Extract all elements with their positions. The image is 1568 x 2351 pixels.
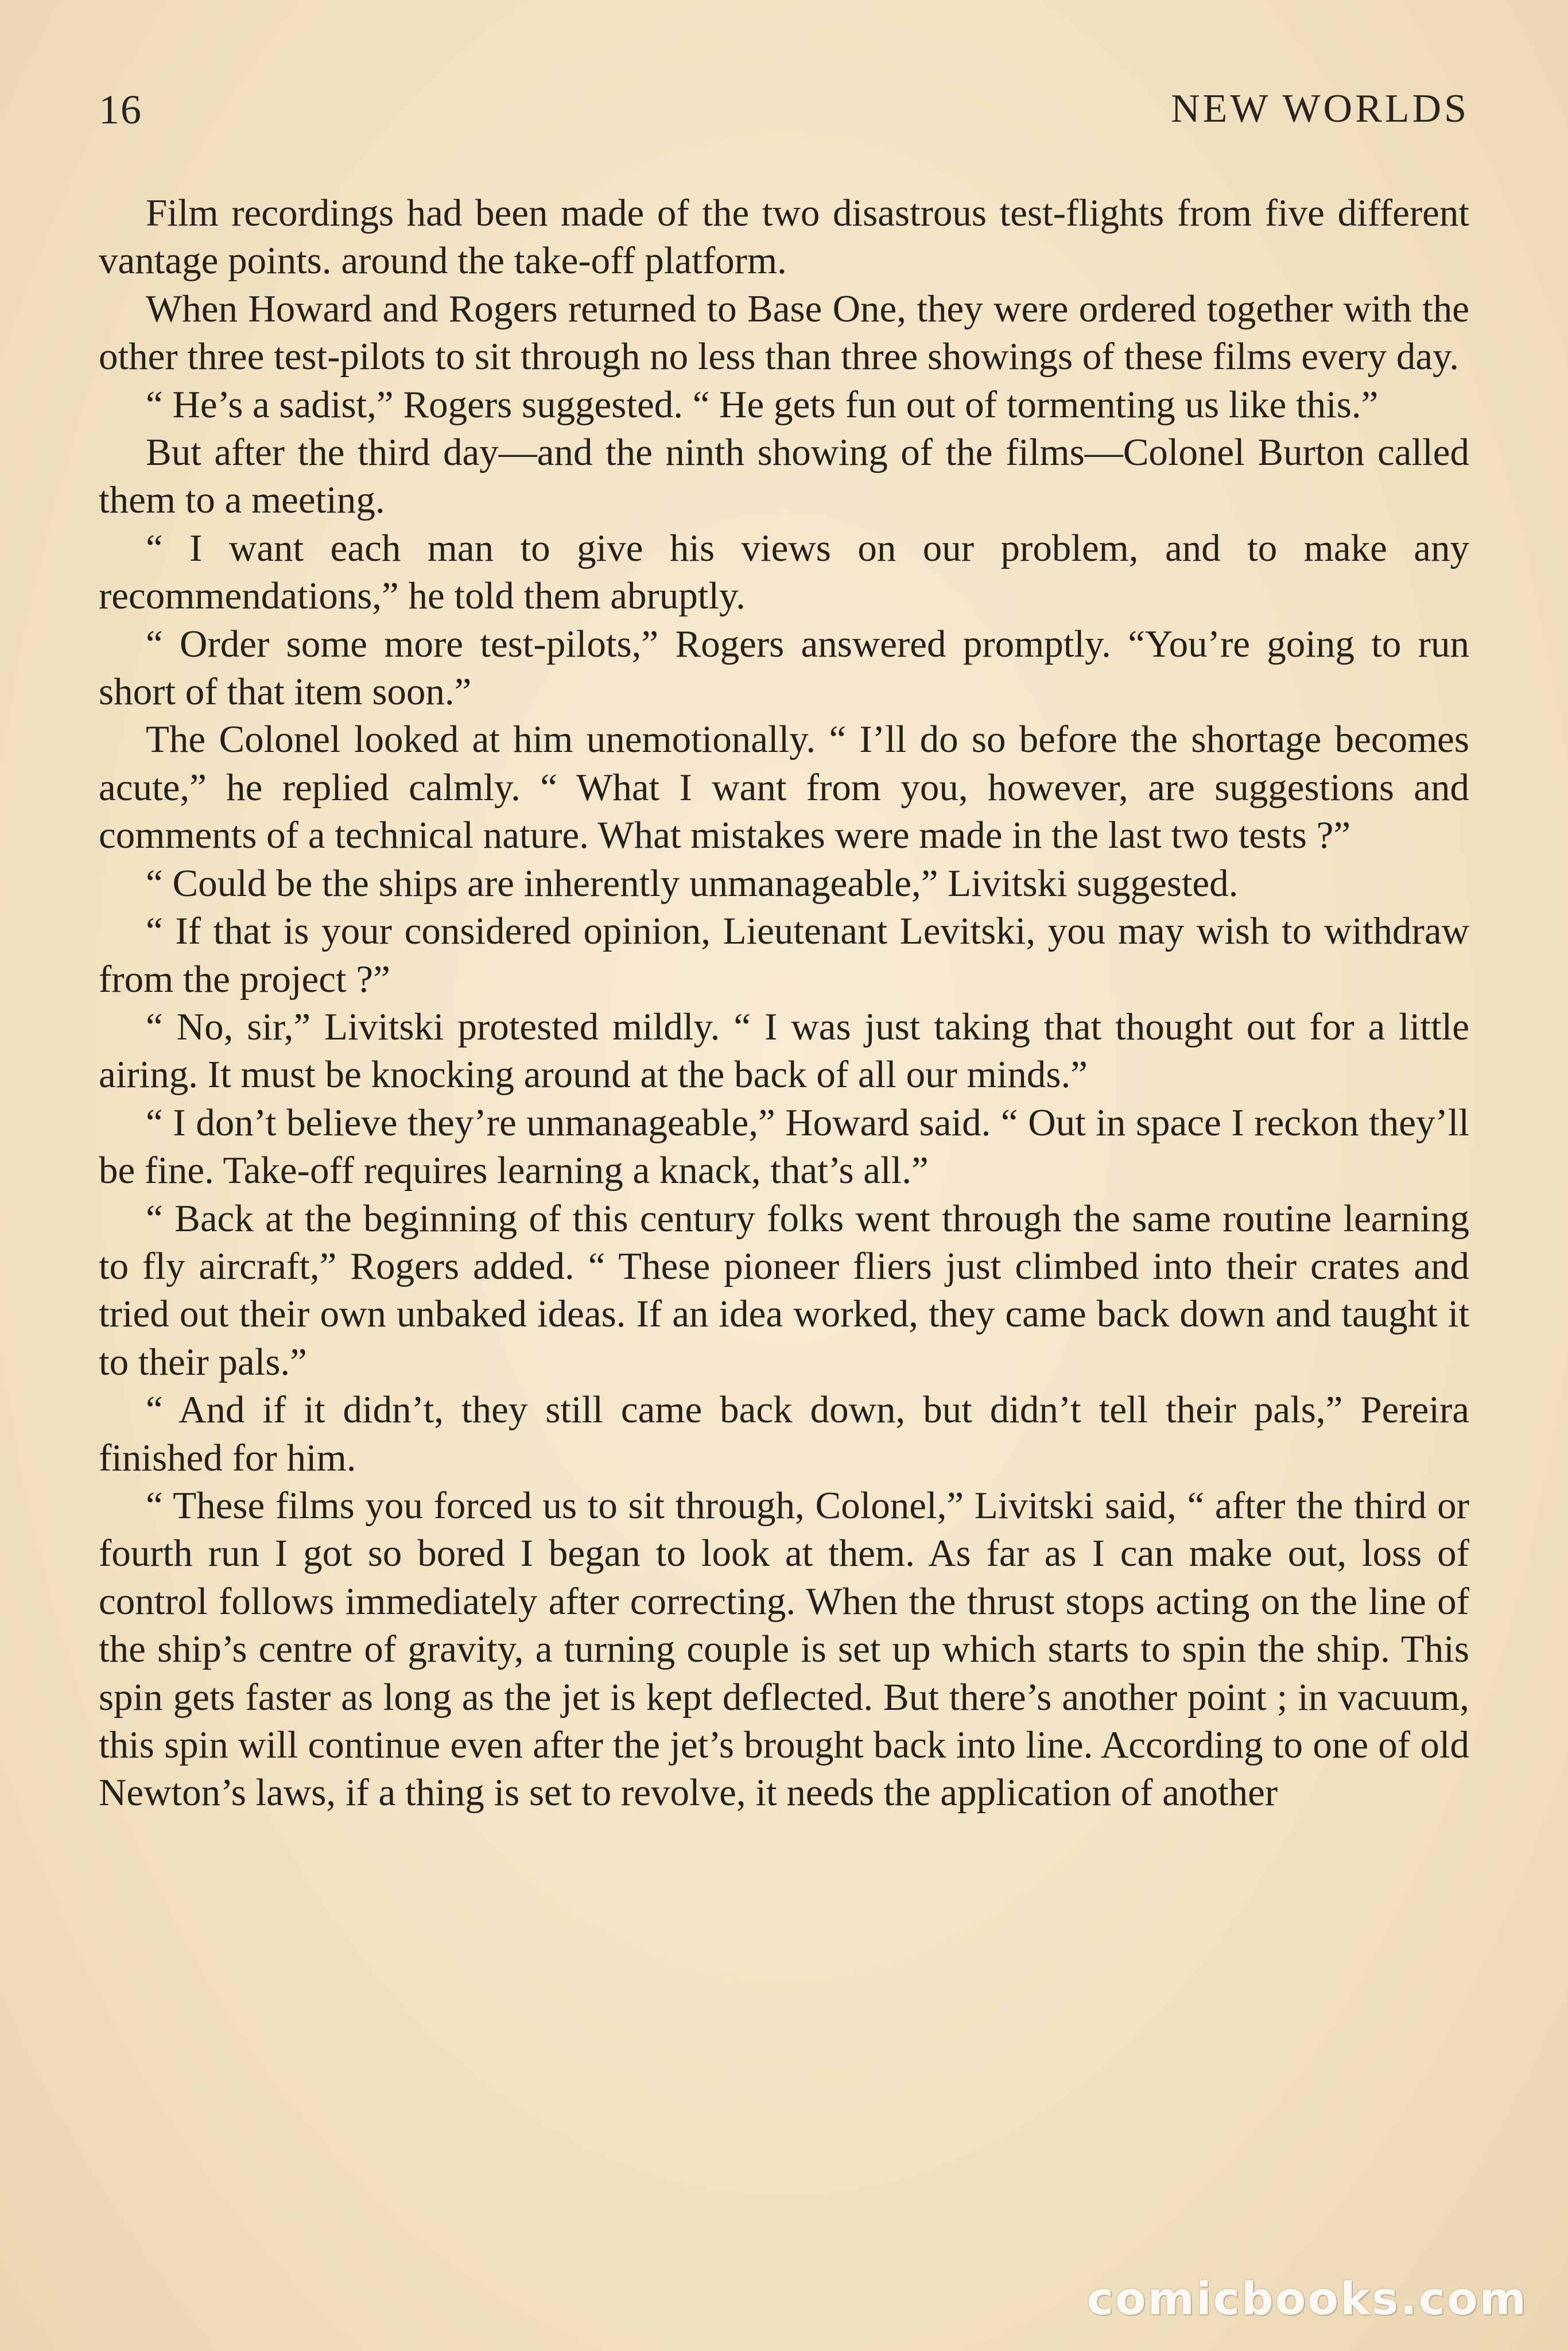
paragraph: But after the third day—and the ninth showing of the films—Colonel Burton called them to a meeting. <box>99 431 1469 522</box>
paragraph: “ No, sir,” Livitski protested mildly. “ I was just taking that thought out for a little airing. It must be knocking around at the back of all our minds.” <box>99 1005 1469 1096</box>
watermark: comicbooks.com <box>1086 2274 1528 2325</box>
paragraph: “ Order some more test-pilots,” Rogers answered promptly. “You’re going to run short of that item soon.” <box>99 622 1469 713</box>
body-text <box>99 189 1469 1817</box>
paragraph: “ Could be the ships are inherently unmanageable,” Livitski suggested. <box>146 862 1239 905</box>
page-number: 16 <box>99 87 142 133</box>
paragraph: “ He’s a sadist,” Rogers suggested. “ He gets fun out of tormenting us like this.” <box>146 383 1379 426</box>
paragraph: “ Back at the beginning of this century folks went through the same routine learning to fly aircraft,” Rogers added. “ These pioneer fliers just climbed into their crates and tried out their own unbaked ideas. If an idea worked, they came back down and taught it to their pals.” <box>99 1197 1469 1383</box>
page-header <box>99 86 1469 149</box>
paragraph: “ I don’t believe they’re unmanageable,” Howard said. “ Out in space I reckon they’ll be fine. Take-off requires learning a knack, that’s all.” <box>99 1101 1469 1192</box>
paragraph: “ And if it didn’t, they still came back down, but didn’t tell their pals,” Pereira finished for him. <box>99 1388 1469 1479</box>
paragraph: “ These films you forced us to sit through, Colonel,” Livitski said, “ after the third or fourth run I got so bored I began to look at them. As far as I can make out, loss of control follows immediately after correcting. When the thrust stops acting on the line of the ship’s centre of gravity, a turning couple is set up which starts to spin the ship. This spin gets faster as long as the jet is kept deflected. But there’s another point ; in vacuum, this spin will continue even after the jet’s brought back into line. According to one of old Newton’s laws, if a thing is set to revolve, it needs the application of another <box>99 1484 1469 1814</box>
paragraph: The Colonel looked at him unemotionally. “ I’ll do so before the shortage becomes acute,” he replied calmly. “ What I want from you, however, are suggestions and comments of a technical nature. What mistakes were made in the last two tests ?” <box>99 718 1469 857</box>
running-head: NEW WORLDS <box>1171 87 1469 131</box>
paragraph: “ If that is your considered opinion, Lieutenant Levitski, you may wish to withdraw from the project ?” <box>99 910 1469 1000</box>
paragraph: When Howard and Rogers returned to Base One, they were ordered together with the other three test-pilots to sit through no less than three showings of these films every day. <box>99 287 1469 378</box>
paragraph: Film recordings had been made of the two disastrous test-flights from five different vantage points. around the take-off platform. <box>99 192 1469 282</box>
paragraph: “ I want each man to give his views on our problem, and to make any recommendations,” he told them abruptly. <box>99 526 1469 618</box>
